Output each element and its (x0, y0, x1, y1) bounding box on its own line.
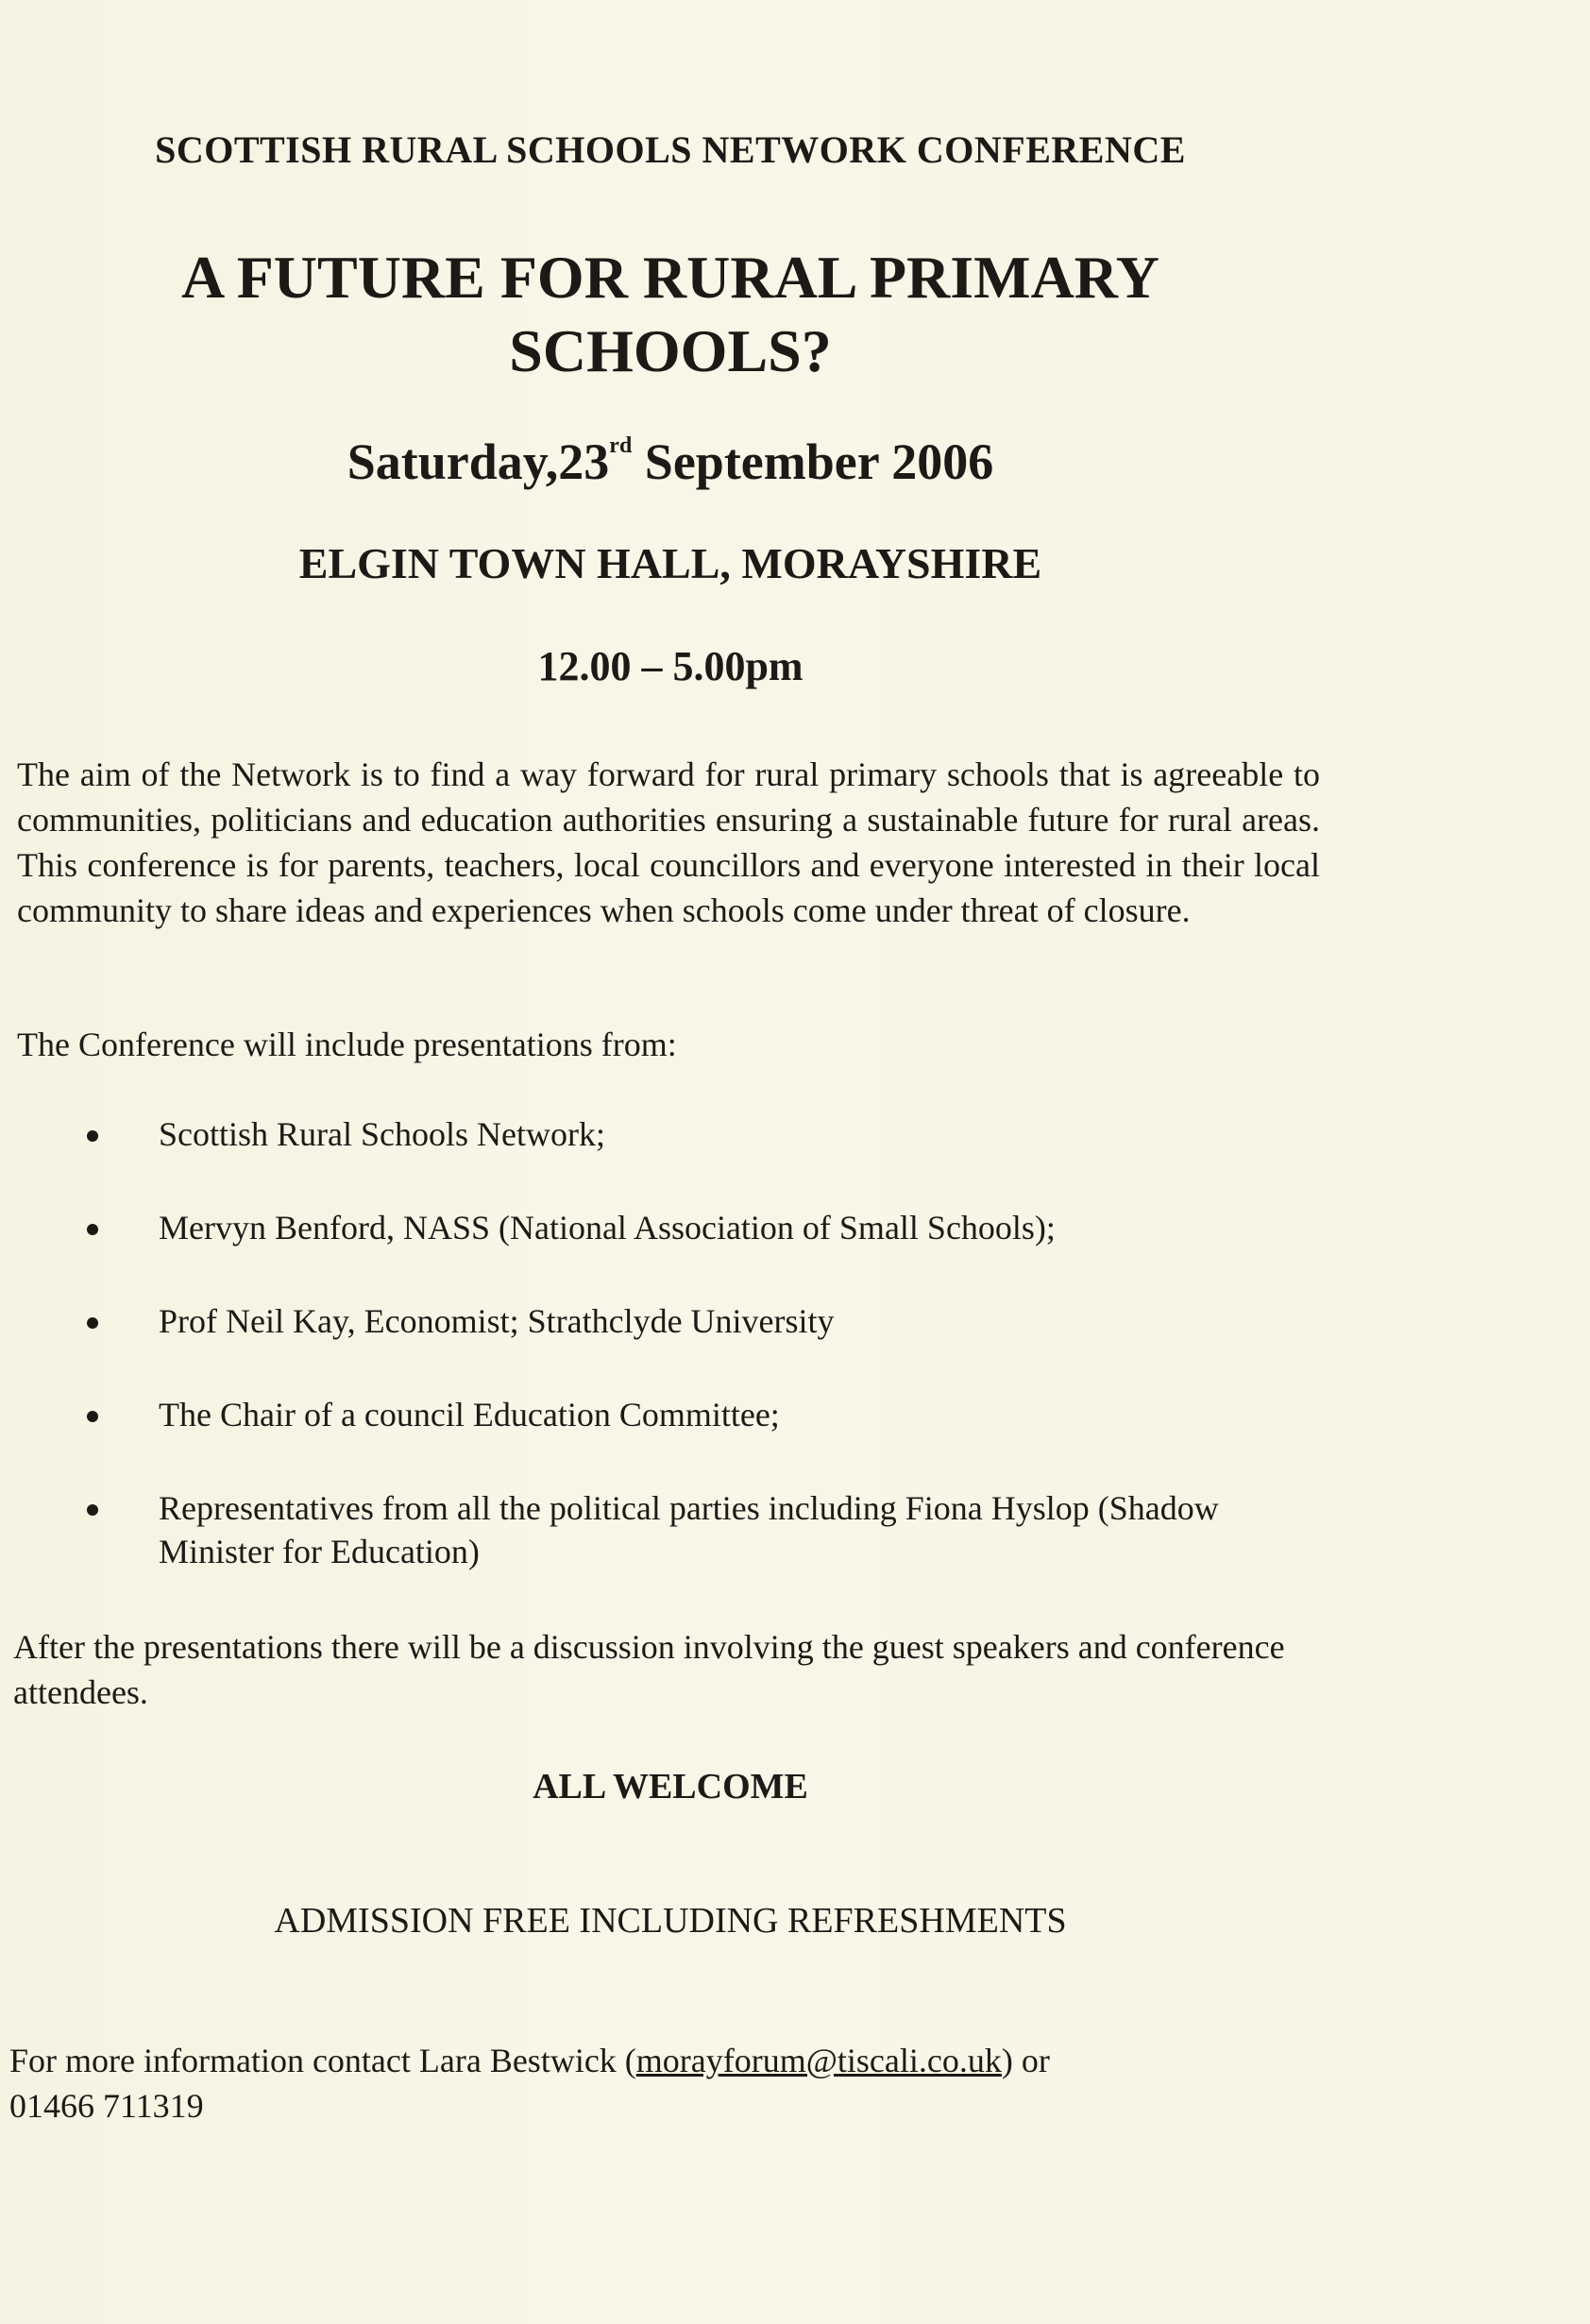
bullet-icon (87, 1504, 98, 1516)
speaker-list (0, 1112, 1341, 1623)
speaker-text: Mervyn Benford, NASS (National Association of Small Schools); (159, 1209, 1056, 1247)
discussion-paragraph: After the presentations there will be a discussion involving the guest speakers and conference attendees. (13, 1628, 1285, 1711)
bullet-icon (87, 1130, 98, 1142)
list-item (0, 1486, 1235, 1573)
contact-prefix: For more information contact Lara Bestwick ( (9, 2042, 636, 2079)
intro-paragraph: The aim of the Network is to find a way forward for rural primary schools that is agreeable to communities, politicians and education authorities ensuring a sustainable future for rural areas. This conference is for parents, teachers, local councillors and everyone interested in their local community to share ideas and experiences when schools come under threat of closure. (17, 755, 1320, 929)
contact-phone: 01466 711319 (9, 2087, 204, 2125)
contact-info (9, 2038, 1312, 2129)
speaker-text: Representatives from all the political parties including Fiona Hyslop (Shadow Minister for Education) (159, 1489, 1219, 1570)
list-item (0, 1393, 1341, 1436)
contact-suffix: ) or (1001, 2042, 1050, 2079)
all-welcome-heading: ALL WELCOME (533, 1767, 808, 1807)
date-prefix: Saturday,23 (347, 433, 610, 490)
conference-title (94, 241, 1246, 388)
date-ordinal-suffix: rd (609, 433, 633, 458)
date-rest: September 2006 (632, 433, 994, 490)
list-item (0, 1299, 1341, 1343)
bullet-icon (87, 1411, 98, 1422)
contact-email-link[interactable]: morayforum@tiscali.co.uk (635, 2042, 1002, 2079)
presentations-intro: The Conference will include presentations from: (17, 1026, 677, 1063)
list-item (0, 1112, 1341, 1156)
network-title: SCOTTISH RURAL SCHOOLS NETWORK CONFERENCE (155, 128, 1186, 171)
conference-date (94, 433, 1246, 491)
conference-venue: ELGIN TOWN HALL, MORAYSHIRE (298, 539, 1042, 587)
bullet-icon (87, 1317, 98, 1329)
list-item (0, 1206, 1341, 1249)
speaker-text: Scottish Rural Schools Network; (159, 1115, 605, 1153)
bullet-icon (87, 1224, 98, 1235)
conference-time: 12.00 – 5.00pm (537, 643, 803, 689)
speaker-text: The Chair of a council Education Committee; (159, 1396, 780, 1433)
speaker-text: Prof Neil Kay, Economist; Strathclyde University (159, 1302, 835, 1340)
conference-title-line1: A FUTURE FOR RURAL PRIMARY (181, 244, 1159, 311)
conference-title-line2: SCHOOLS? (509, 317, 832, 384)
admission-notice: ADMISSION FREE INCLUDING REFRESHMENTS (274, 1901, 1067, 1941)
